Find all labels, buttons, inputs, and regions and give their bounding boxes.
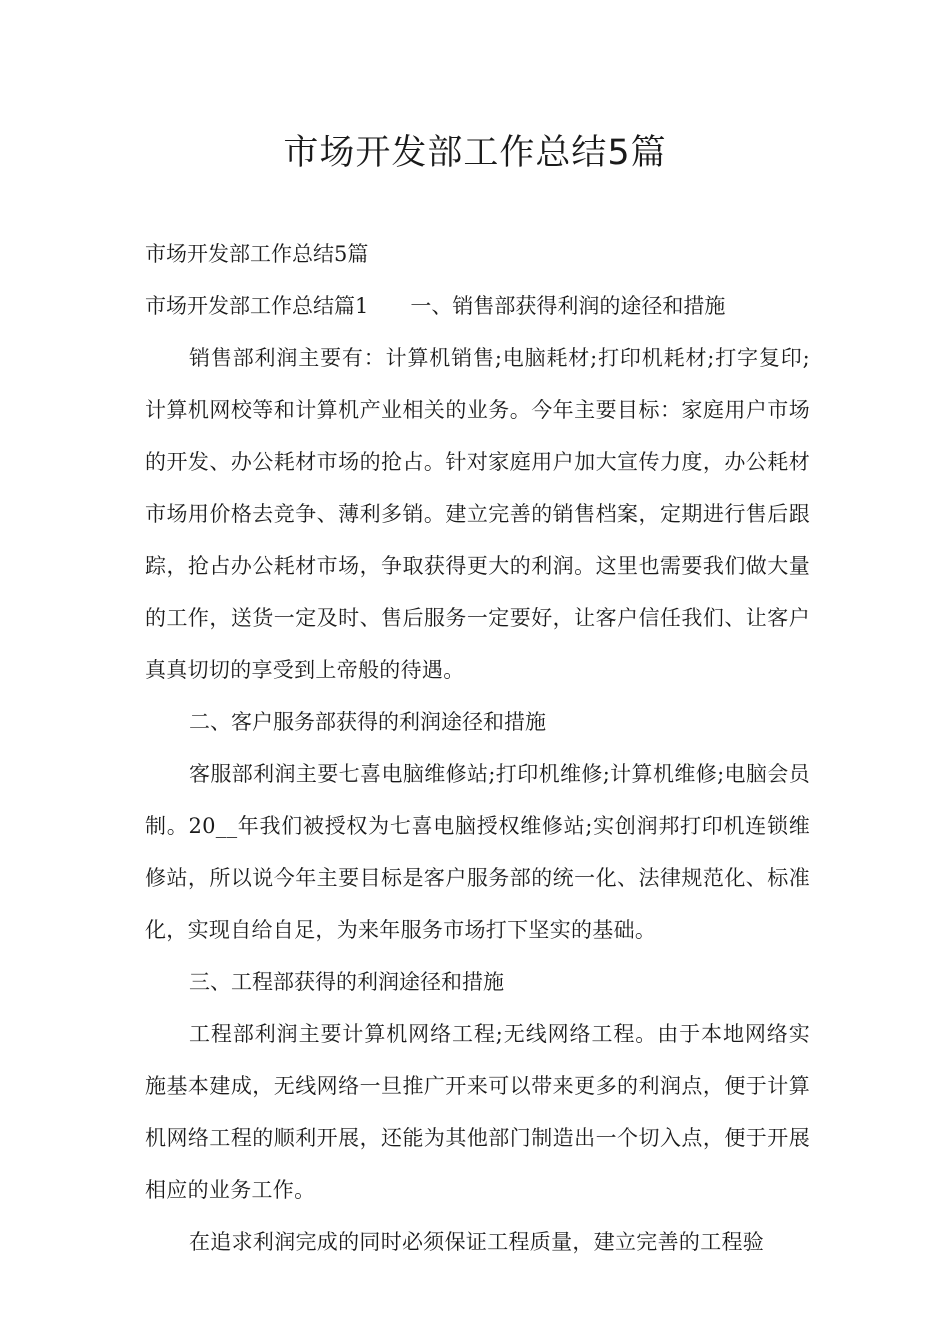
section-heading-customer-service: 二、客户服务部获得的利润途径和措施 [189, 710, 546, 734]
paragraph-quality: 在追求利润完成的同时必须保证工程质量，建立完善的工程验 [189, 1230, 765, 1254]
document-subtitle: 市场开发部工作总结5篇 [145, 242, 369, 266]
paragraph-sales: 销售部利润主要有：计算机销售;电脑耗材;打印机耗材;打字复印;计算机网校等和计算机产业相关的业务。今年主要目标：家庭用户市场的开发、办公耗材市场的抢占。针对家庭用户加大宣传力度，办公耗材市场用价格去竞争、薄利多销。建立完善的销售档案，定期进行售后跟踪，抢占办公耗材市场，争取获得更大的利润。这里也需要我们做大量的工作，送货一定及时、售后服务一定要好，让客户信任我们、让客户真真切切的享受到上帝般的待遇。 [145, 346, 810, 682]
document-title: 市场开发部工作总结5篇 [283, 133, 667, 173]
chapter-heading: 市场开发部工作总结篇1 一、销售部获得利润的途径和措施 [145, 294, 726, 318]
paragraph-engineering: 工程部利润主要计算机网络工程;无线网络工程。由于本地网络实施基本建成，无线网络一旦推广开来可以带来更多的利润点，便于计算机网络工程的顺利开展，还能为其他部门制造出一个切入点，便于开展相应的业务工作。 [145, 1022, 810, 1202]
document-body [145, 228, 810, 1268]
section-heading-engineering: 三、工程部获得的利润途径和措施 [189, 970, 504, 994]
paragraph-customer-service: 客服部利润主要七喜电脑维修站;打印机维修;计算机维修;电脑会员制。20__年我们被授权为七喜电脑授权维修站;实创润邦打印机连锁维修站，所以说今年主要目标是客户服务部的统一化、法律规范化、标准化，实现自给自足，为来年服务市场打下坚实的基础。 [145, 762, 810, 942]
